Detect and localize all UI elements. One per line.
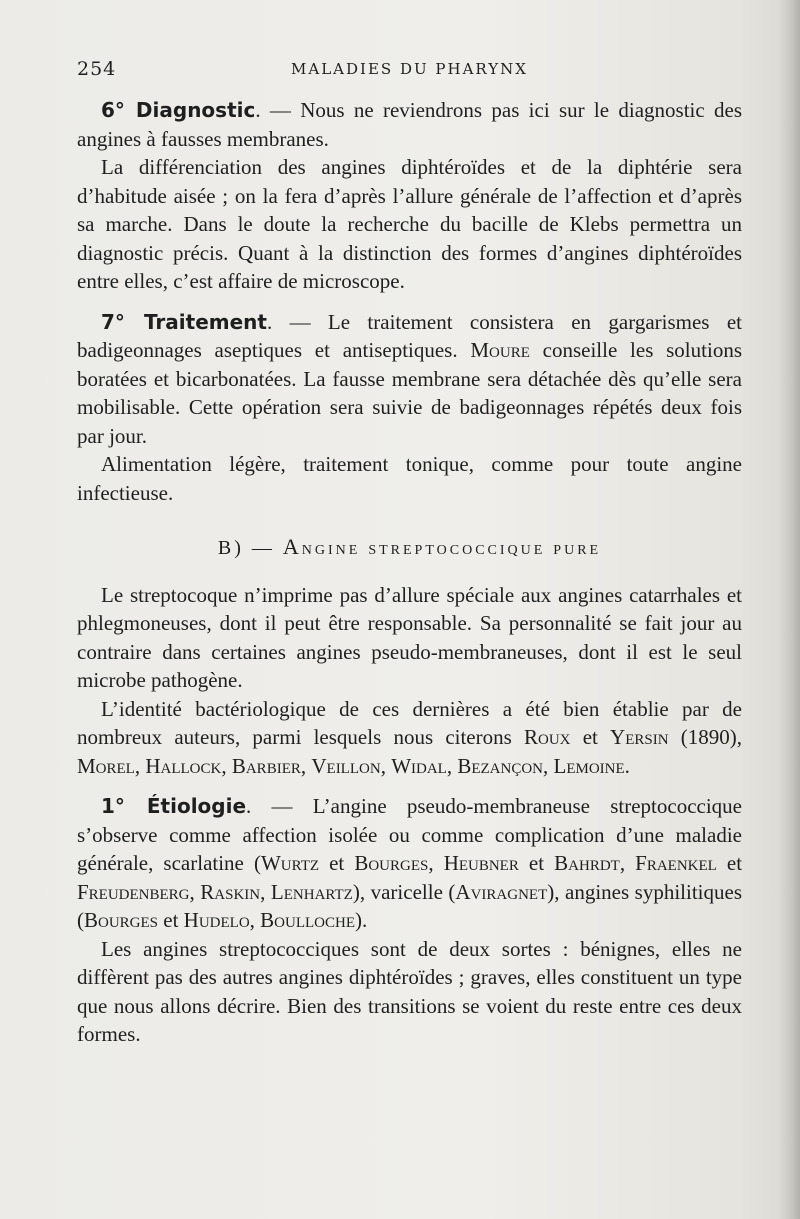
section-title: B) — Angine streptococcique pure — [217, 534, 602, 559]
running-title: MALADIES DU PHARYNX — [291, 60, 528, 78]
paragraph-etiologie: 1° Étiologie. — L’angine pseudo-membraneuse streptococcique s’observe comme affection isolée ou comme complication d’une maladie générale, scarlatine (Wurtz et Bourges, Heubner et Bahrdt, Fraenkel et Freudenberg, Raskin, Lenhartz), varicelle (Aviragnet), angines syphilitiques (Bourges et Hudelo, Boulloche). — [77, 794, 743, 932]
author-moure: Moure — [470, 338, 530, 362]
heading-diagnostic: 6° Diagnostic — [101, 98, 256, 122]
page-number: 254 — [77, 58, 117, 80]
paragraph-streptocoque: Le streptocoque n’imprime pas d’allure spéciale aux angines catarrhales et phlegmoneuses, dont il peut être responsable. Sa personnalité se fait jour au contraire dans certaines angines pseudo-membraneuses, dont il est le seul microbe pathogène. — [77, 582, 742, 692]
heading-traitement: 7° Traitement — [101, 309, 267, 334]
page-header — [77, 58, 742, 84]
paragraph-differenciation: La différenciation des angines diphtéroïdes et de la diphtérie sera d’habitude aisée ; on la fera d’après l’allure générale de l’affection et d’après sa marche. Dans le doute la recherche du bacille de Klebs permettra un diagnostic précis. Quant à la distinction des formes d’angines diphtéroïdes entre elles, c’est affaire de microscope. — [77, 155, 742, 293]
paragraph-traitement: 7° Traitement. — Le traitement consistera en gargarismes et badigeonnages aseptiques et antiseptiques. Moure conseille les solutions boratées et bicarbonatées. La fausse membrane sera détachée dès qu’elle sera mobilisable. Cette opération sera suivie de badigeonnages répétés deux fois par jour. — [77, 309, 742, 448]
paragraph-sortes: Les angines streptococciques sont de deux sortes : bénignes, elles ne diffèrent pas des autres angines diphtéroïdes ; graves, elles constituent un type que nous allons décrire. Bien des transitions se voient du reste entre ces deux formes. — [77, 936, 742, 1046]
paragraph-identite: L’identité bactériologique de ces dernières a été bien établie par de nombreux auteurs, parmi lesquels nous citerons Roux et Yersin (1890), Morel, Hallock, Barbier, Veillon, Widal, Bezançon, Lemoine. — [77, 696, 742, 778]
paragraph-diagnostic: 6° Diagnostic. — Nous ne reviendrons pas ici sur le diagnostic des angines à fausses membranes. — [77, 98, 742, 151]
heading-etiologie: 1° Étiologie — [101, 794, 247, 818]
page-edge-shadow — [778, 0, 800, 1219]
page-body — [77, 96, 742, 1049]
paragraph-alimentation: Alimentation légère, traitement tonique, comme pour toute angine infectieuse. — [77, 452, 742, 505]
